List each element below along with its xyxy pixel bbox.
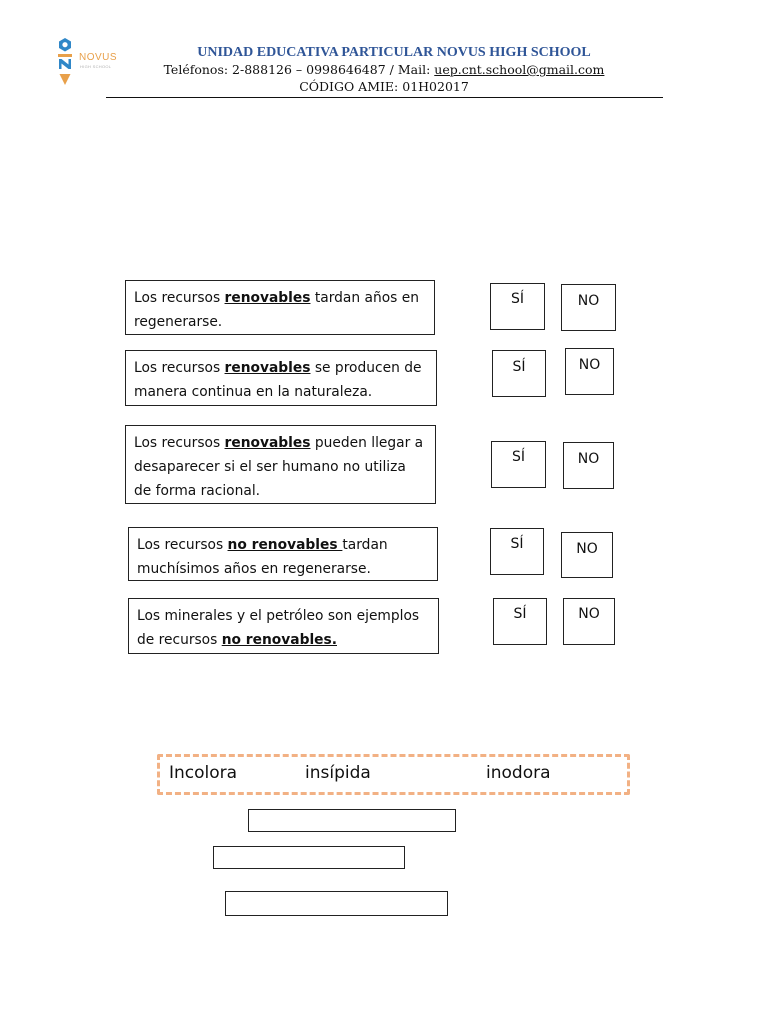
word-bank-item: insípida [305, 763, 371, 783]
no-option[interactable]: NO [561, 284, 616, 331]
statement-box [125, 350, 437, 406]
statement-keyword: no renovables [227, 537, 343, 553]
statement-text: Los recursos [134, 360, 225, 376]
word-bank-item: inodora [486, 763, 551, 783]
amie-code: CÓDIGO AMIE: 01H02017 [299, 79, 469, 94]
contact-line [0, 62, 768, 77]
statement-text: tardan muchísimos años en regenerarse. [137, 537, 388, 577]
answer-blank[interactable] [248, 809, 456, 832]
yes-option[interactable]: SÍ [493, 598, 547, 645]
statement-text: tardan años en regenerarse. [134, 290, 419, 330]
statement-text: se producen de manera continua en la naturaleza. [134, 360, 422, 400]
statement-box [128, 527, 438, 581]
yes-option[interactable]: SÍ [492, 350, 546, 397]
statement-box [128, 598, 439, 654]
statement-keyword: no renovables. [221, 632, 337, 648]
statement-keyword: renovables [224, 435, 311, 451]
statement-keyword: renovables [224, 360, 311, 376]
word-bank-item: Incolora [169, 763, 238, 783]
header-divider [106, 97, 663, 98]
logo-wordmark: NOVUS [79, 52, 118, 63]
yes-option[interactable]: SÍ [490, 528, 544, 575]
statement-box [125, 425, 436, 504]
answer-blank[interactable] [213, 846, 405, 869]
contact-mail-link[interactable]: uep.cnt.school@gmail.com [434, 62, 605, 77]
school-name: UNIDAD EDUCATIVA PARTICULAR NOVUS HIGH SCHOOL [197, 45, 591, 60]
no-option[interactable]: NO [563, 598, 615, 645]
statement-box [125, 280, 435, 335]
no-option[interactable]: NO [565, 348, 614, 395]
statement-text: pueden llegar a desaparecer si el ser humano no utiliza de forma racional. [134, 435, 424, 499]
statement-text: Los recursos [134, 290, 225, 306]
statement-text: Los recursos [134, 435, 225, 451]
logo-subtext: HIGH SCHOOL [80, 64, 112, 69]
contact-phones: Teléfonos: 2-888126 – 0998646487 / Mail: [163, 62, 435, 77]
statement-text: Los minerales y el petróleo son ejemplos de recursos [137, 608, 420, 648]
statement-text: Los recursos [137, 537, 228, 553]
yes-option[interactable]: SÍ [490, 283, 545, 330]
answer-blank[interactable] [225, 891, 448, 916]
no-option[interactable]: NO [563, 442, 614, 489]
no-option[interactable]: NO [561, 532, 613, 578]
yes-option[interactable]: SÍ [491, 441, 546, 488]
statement-keyword: renovables [224, 290, 311, 306]
